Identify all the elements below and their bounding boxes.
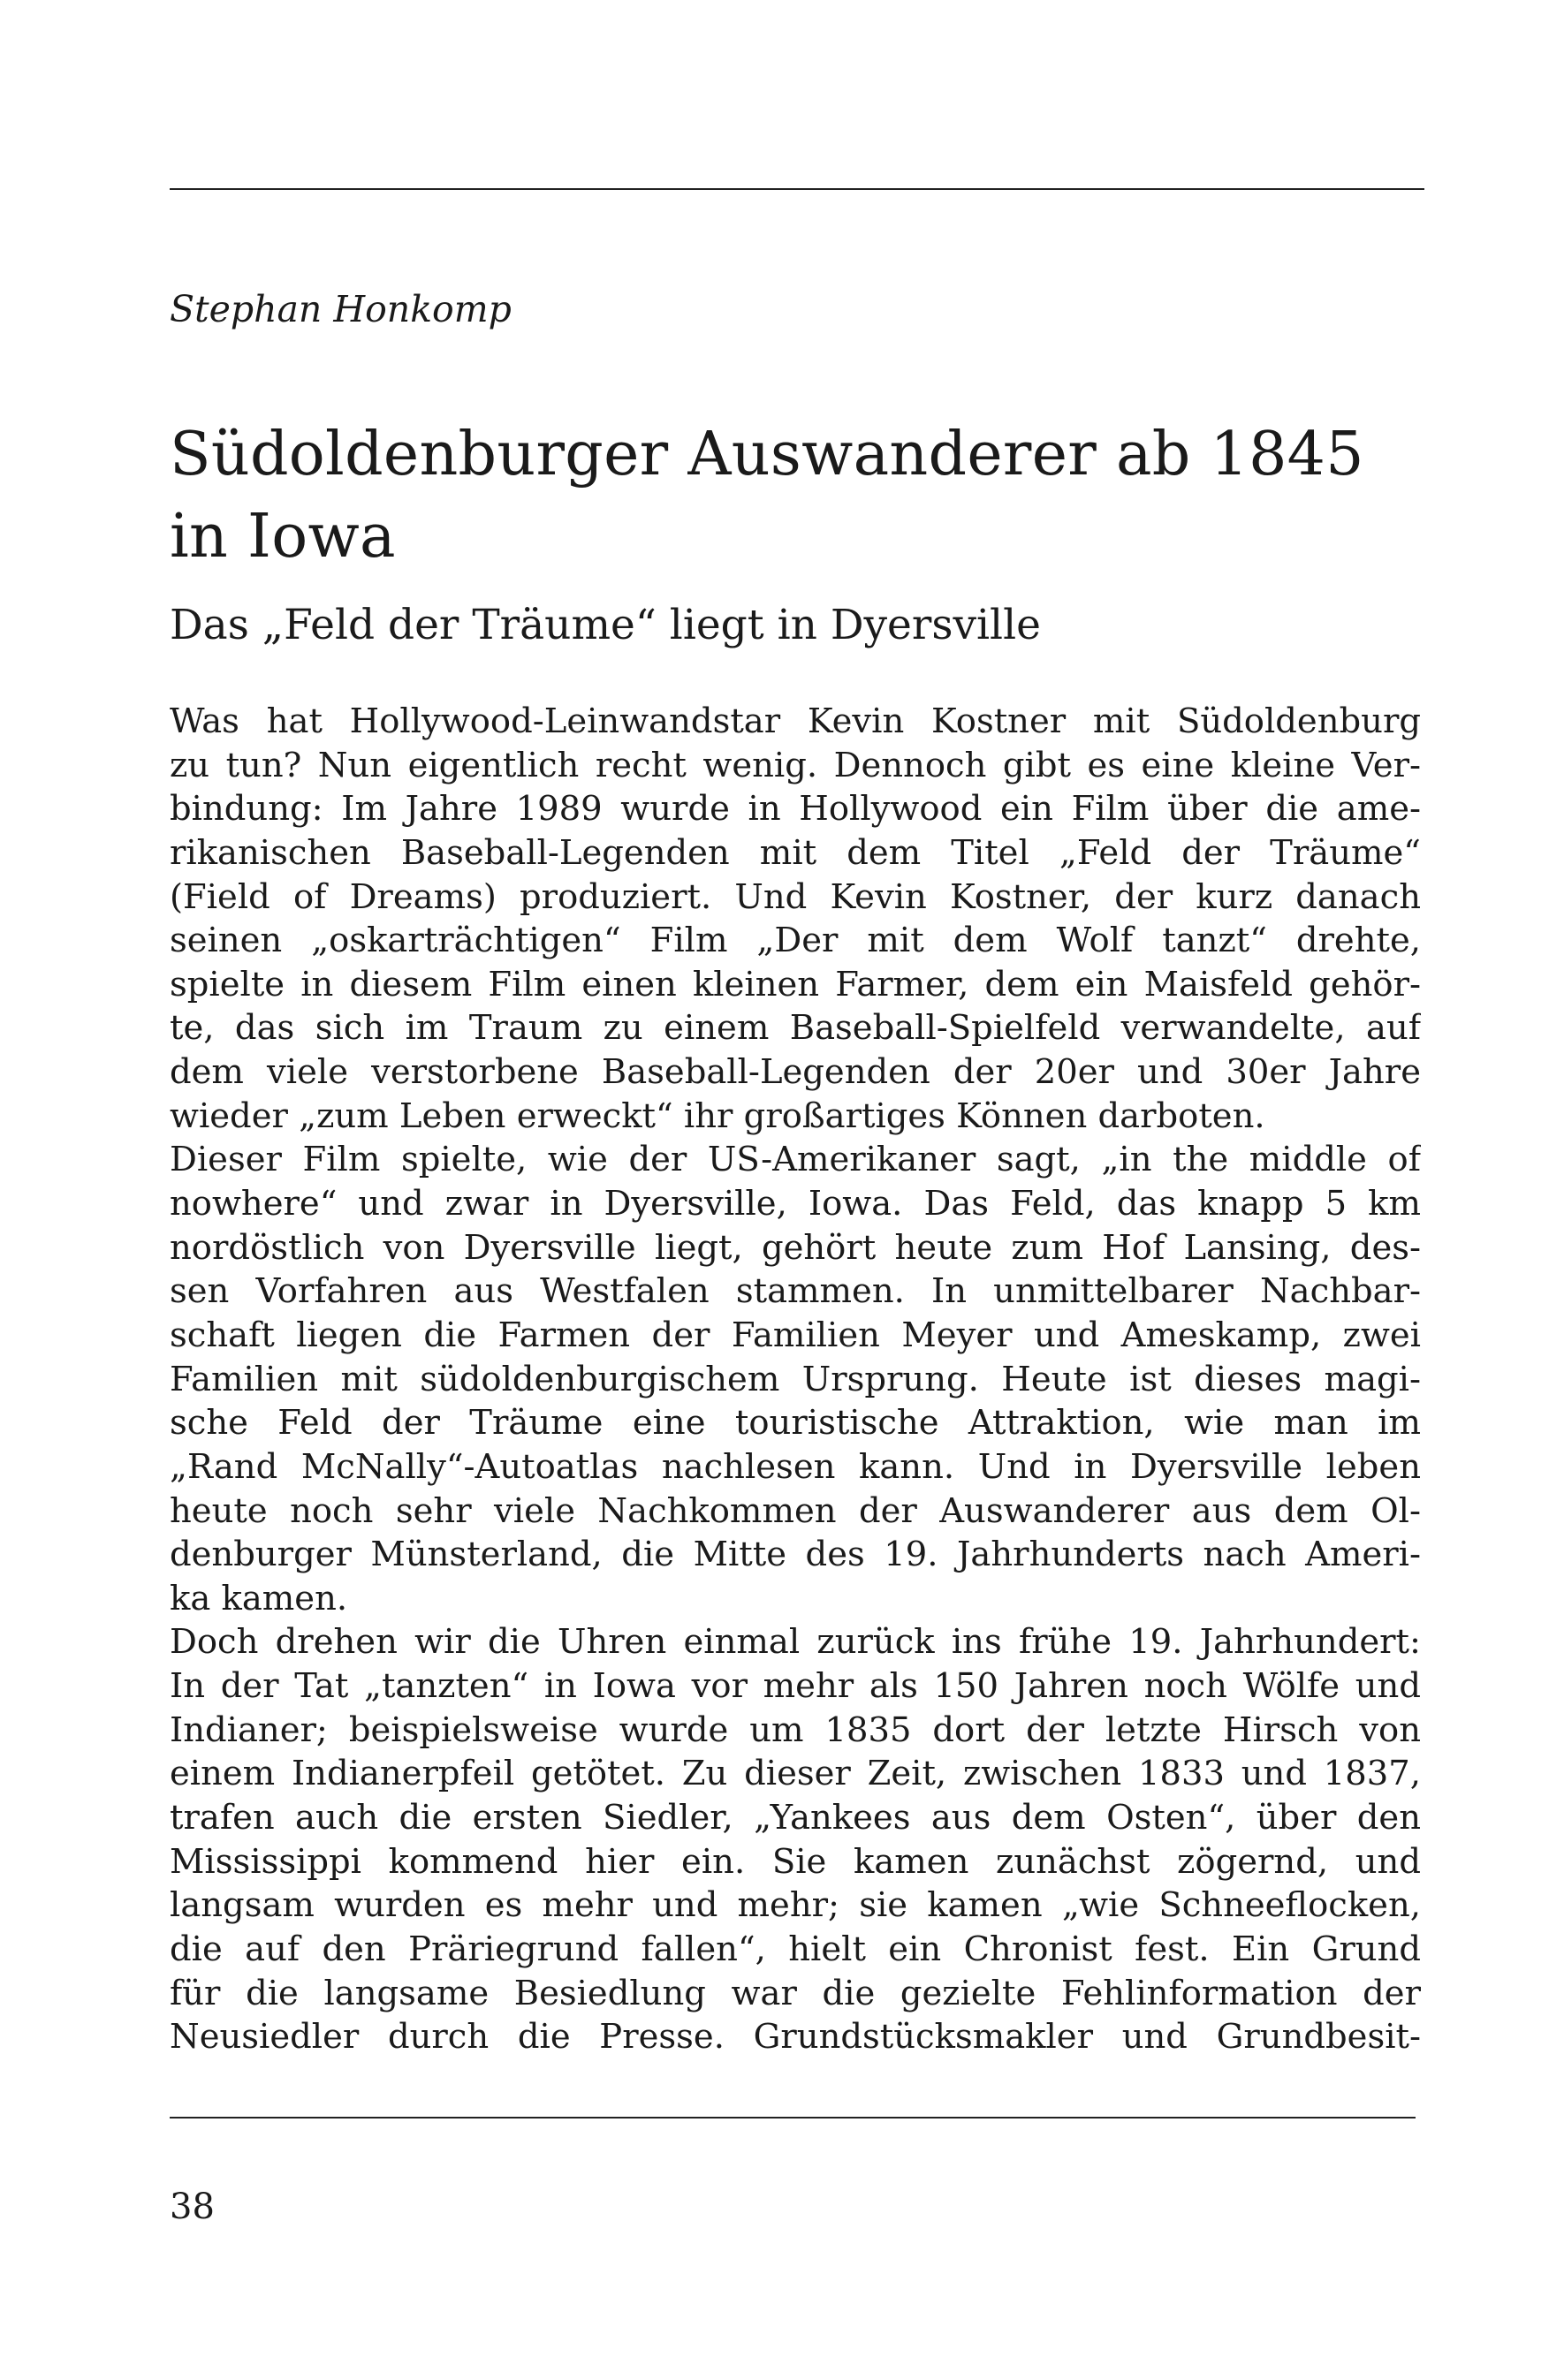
text-line: Dieser Film spielte, wie der US-Amerikaner sagt, „in the middle of (170, 1140, 1421, 1180)
text-line: Doch drehen wir die Uhren einmal zurück ins frühe 19. Jahrhundert: (170, 1622, 1421, 1663)
text-line: sen Vorfahren aus Westfalen stammen. In unmittelbarer Nachbar- (170, 1271, 1421, 1312)
text-line: te, das sich im Traum zu einem Baseball-Spielfeld verwandelte, auf (170, 1008, 1421, 1049)
author-name: Stephan Honkomp (170, 288, 512, 330)
text-line: rikanischen Baseball-Legenden mit dem Titel „Feld der Träume“ (170, 832, 1421, 873)
text-line: trafen auch die ersten Siedler, „Yankees aus dem Osten“, über den (170, 1798, 1421, 1838)
footer-rule (170, 2117, 1416, 2119)
text-line: Indianer; beispielsweise wurde um 1835 dort der letzte Hirsch von (170, 1709, 1421, 1750)
article-subtitle: Das „Feld der Träume“ liegt in Dyersville (170, 601, 1041, 649)
text-line: Was hat Hollywood-Leinwandstar Kevin Kostner mit Südoldenburg (170, 701, 1421, 741)
text-line: Familien mit südoldenburgischem Ursprung. Heute ist dieses magi- (170, 1359, 1421, 1399)
text-line: spielte in diesem Film einen kleinen Farmer, dem ein Maisfeld gehör- (170, 964, 1421, 1004)
text-line: langsam wurden es mehr und mehr; sie kamen „wie Schneeflocken, (170, 1885, 1421, 1926)
text-line: einem Indianerpfeil getötet. Zu dieser Zeit, zwischen 1833 und 1837, (170, 1754, 1421, 1794)
text-line: schaft liegen die Farmen der Familien Meyer und Ameskamp, zwei (170, 1315, 1421, 1355)
body-text (170, 700, 1421, 2059)
text-line: sche Feld der Träume eine touristische Attraktion, wie man im (170, 1403, 1421, 1444)
text-line: In der Tat „tanzten“ in Iowa vor mehr als 150 Jahren noch Wölfe und (170, 1666, 1421, 1707)
text-line: seinen „oskarträchtigen“ Film „Der mit dem Wolf tanzt“ drehte, (170, 921, 1421, 961)
paragraph (170, 1620, 1421, 2058)
text-line: Mississippi kommend hier ein. Sie kamen zunächst zögernd, und (170, 1841, 1421, 1882)
paragraph (170, 700, 1421, 1138)
text-line: wieder „zum Leben erweckt“ ihr großartiges Können darboten. (170, 1095, 1265, 1136)
text-line: Neusiedler durch die Presse. Grundstücksmakler und Grundbesit- (170, 2017, 1421, 2058)
text-line: denburger Münsterland, die Mitte des 19. Jahrhunderts nach Ameri- (170, 1535, 1421, 1575)
text-line: heute noch sehr viele Nachkommen der Auswanderer aus dem Ol- (170, 1490, 1421, 1531)
header-rule (170, 188, 1424, 190)
text-line: zu tun? Nun eigentlich recht wenig. Dennoch gibt es eine kleine Ver- (170, 745, 1421, 785)
text-line: nowhere“ und zwar in Dyersville, Iowa. Das Feld, das knapp 5 km (170, 1184, 1421, 1224)
text-line: die auf den Präriegrund fallen“, hielt ein Chronist fest. Ein Grund (170, 1929, 1421, 1969)
text-line: nordöstlich von Dyersville liegt, gehört heute zum Hof Lansing, des- (170, 1227, 1421, 1268)
text-line: bindung: Im Jahre 1989 wurde in Hollywood ein Film über die ame- (170, 789, 1421, 830)
paragraph (170, 1138, 1421, 1620)
text-line: ka kamen. (170, 1578, 348, 1618)
text-line: für die langsame Besiedlung war die gezielte Fehlinformation der (170, 1973, 1421, 2013)
text-line: „Rand McNally“-Autoatlas nachlesen kann. Und in Dyersville leben (170, 1446, 1421, 1487)
article-title: Südoldenburger Auswanderer ab 1845 in Iowa (170, 420, 1364, 572)
text-line: (Field of Dreams) produziert. Und Kevin Kostner, der kurz danach (170, 876, 1421, 917)
text-line: dem viele verstorbene Baseball-Legenden der 20er und 30er Jahre (170, 1052, 1421, 1093)
page-number: 38 (170, 2187, 215, 2227)
